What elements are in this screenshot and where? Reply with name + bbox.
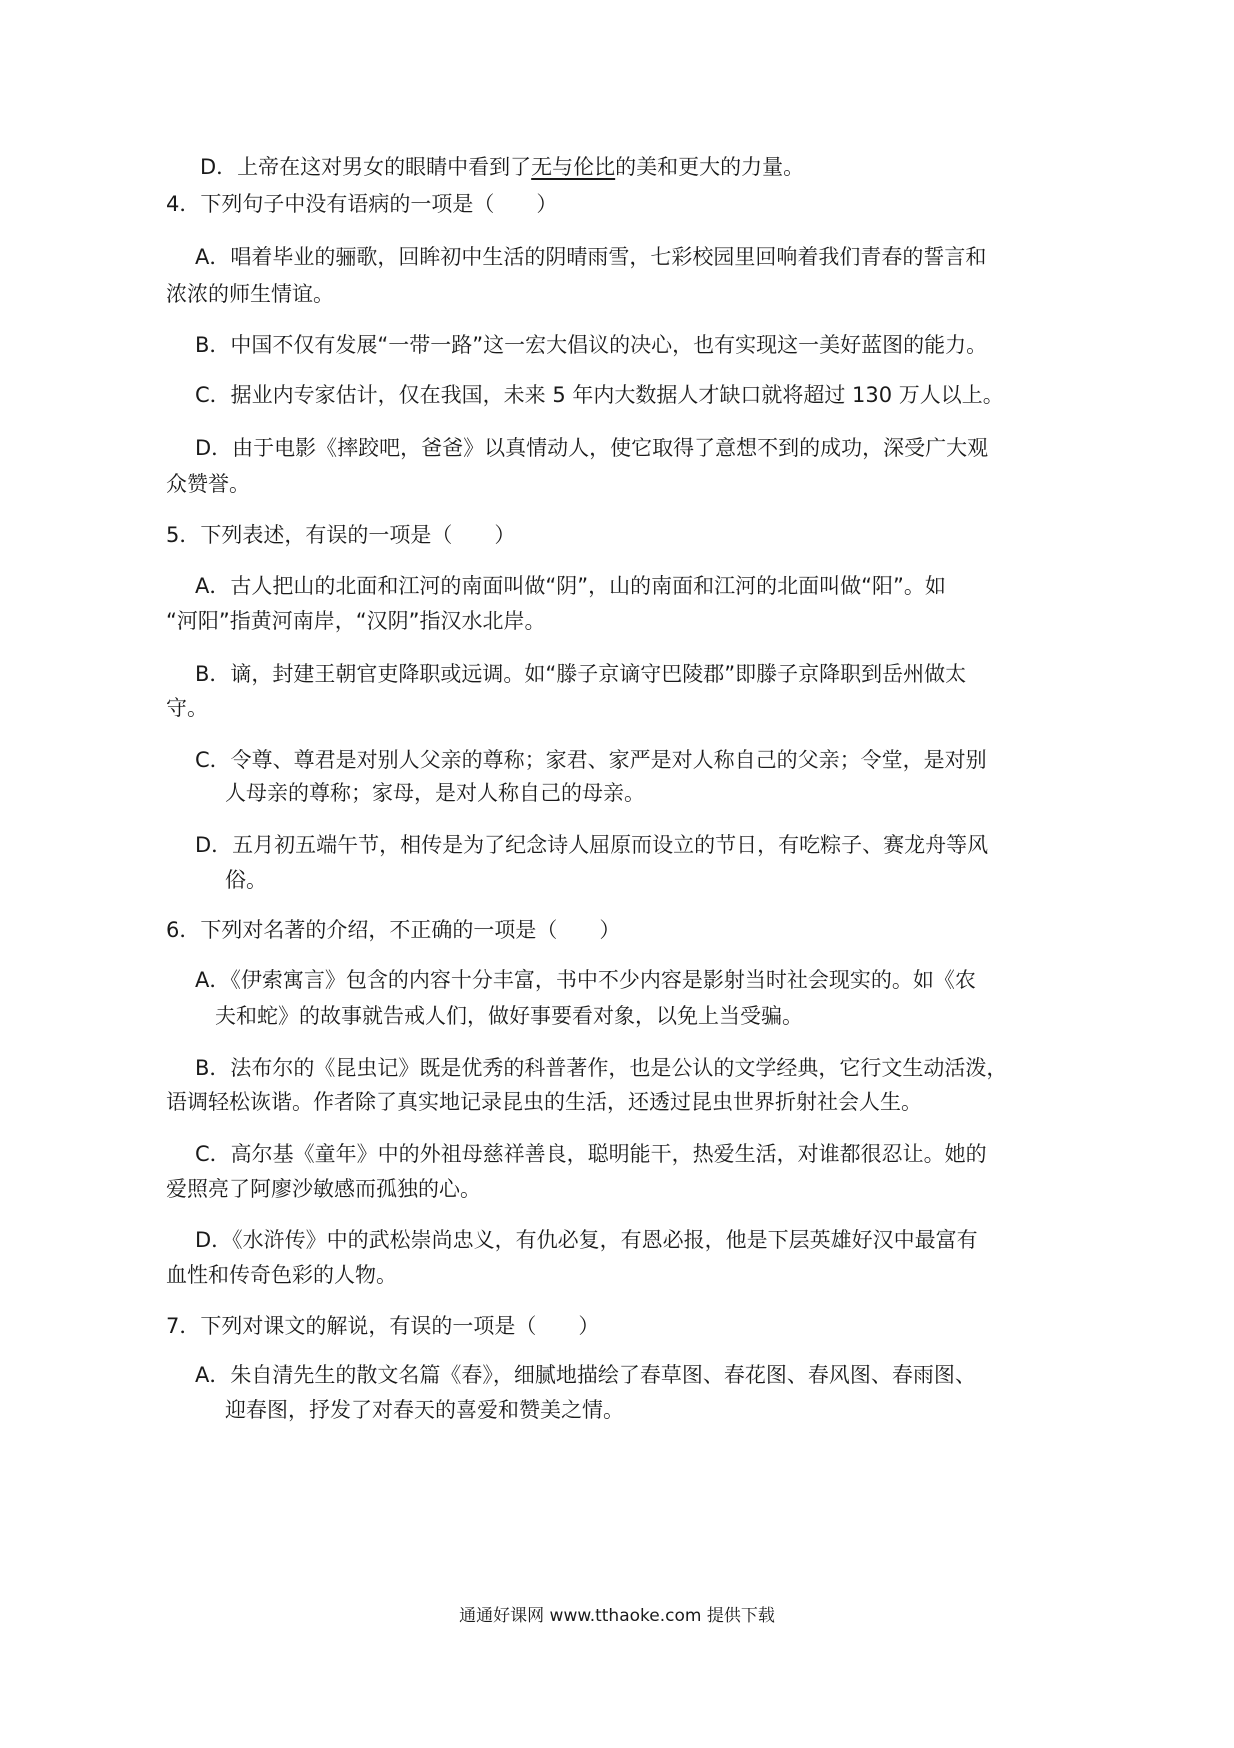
q5-option-d-line2: 俗。 xyxy=(225,868,267,892)
q5-option-c-line1: C．令尊、尊君是对别人父亲的尊称；家君、家严是对人称自己的父亲；令堂，是对别 xyxy=(195,748,987,772)
q6-option-a-line2: 夫和蛇》的故事就告戒人们，做好事要看对象，以免上当受骗。 xyxy=(215,1004,803,1028)
q4-option-c: C．据业内专家估计，仅在我国，未来 5 年内大数据人才缺口就将超过 130 万人以上。 xyxy=(195,383,1004,407)
q5-option-a-line1: A．古人把山的北面和江河的南面叫做“阴”，山的南面和江河的北面叫做“阳”。如 xyxy=(195,574,946,598)
q6-option-d-line2: 血性和传奇色彩的人物。 xyxy=(166,1263,397,1287)
q6-option-c-line1: C．高尔基《童年》中的外祖母慈祥善良，聪明能干，热爱生活，对谁都很忍让。她的 xyxy=(195,1142,987,1166)
q5-option-d-line1: D．五月初五端午节，相传是为了纪念诗人屈原而设立的节日，有吃粽子、赛龙舟等风 xyxy=(195,833,989,857)
q6-option-c-line2: 爱照亮了阿廖沙敏感而孤独的心。 xyxy=(166,1177,481,1201)
q4-option-b: B．中国不仅有发展“一带一路”这一宏大倡议的决心，也有实现这一美好蓝图的能力。 xyxy=(195,333,988,357)
q6-option-b-line2: 语调轻松诙谐。作者除了真实地记录昆虫的生活，还透过昆虫世界折射社会人生。 xyxy=(166,1090,922,1114)
q4-option-d-line2: 众赞誉。 xyxy=(166,472,250,496)
q4-option-a-line2: 浓浓的师生情谊。 xyxy=(166,282,334,306)
q6-stem: 6．下列对名著的介绍，不正确的一项是（ ） xyxy=(166,918,621,942)
q5-option-b-line2: 守。 xyxy=(166,696,208,720)
q3-option-d-after: 的美和更大的力量。 xyxy=(615,155,805,179)
q3-option-d xyxy=(200,153,804,181)
q7-option-a-line1: A．朱自清先生的散文名篇《春》，细腻地描绘了春草图、春花图、春风图、春雨图、 xyxy=(195,1363,976,1387)
q4-stem: 4．下列句子中没有语病的一项是（ ） xyxy=(166,192,558,216)
q6-option-b-line1: B．法布尔的《昆虫记》既是优秀的科普著作，也是公认的文学经典，它行文生动活泼， xyxy=(195,1056,1008,1080)
q5-option-a-line2: “河阳”指黄河南岸，“汉阴”指汉水北岸。 xyxy=(166,609,546,633)
q3-option-d-underlined: 无与伦比 xyxy=(531,155,616,179)
q6-option-d-line1: D．《水浒传》中的武松崇尚忠义，有仇必复，有恩必报，他是下层英雄好汉中最富有 xyxy=(195,1228,978,1252)
q4-option-a-line1: A．唱着毕业的骊歌，回眸初中生活的阴晴雨雪，七彩校园里回响着我们青春的誓言和 xyxy=(195,245,987,269)
q7-option-a-line2: 迎春图，抒发了对春天的喜爱和赞美之情。 xyxy=(225,1398,624,1422)
q4-option-d-line1: D．由于电影《摔跤吧，爸爸》以真情动人，使它取得了意想不到的成功，深受广大观 xyxy=(195,436,989,460)
q5-option-b-line1: B．谪，封建王朝官吏降职或远调。如“滕子京谪守巴陵郡”即滕子京降职到岳州做太 xyxy=(195,662,967,686)
q3-option-d-before: D．上帝在这对男女的眼睛中看到了 xyxy=(200,155,532,179)
q5-stem: 5．下列表述，有误的一项是（ ） xyxy=(166,523,516,547)
q6-option-a-line1: A．《伊索寓言》包含的内容十分丰富，书中不少内容是影射当时社会现实的。如《农 xyxy=(195,968,976,992)
q5-option-c-line2: 人母亲的尊称；家母，是对人称自己的母亲。 xyxy=(225,781,645,805)
q7-stem: 7．下列对课文的解说，有误的一项是（ ） xyxy=(166,1314,600,1338)
page-footer: 通通好课网 www.tthaoke.com 提供下载 xyxy=(459,1606,775,1626)
